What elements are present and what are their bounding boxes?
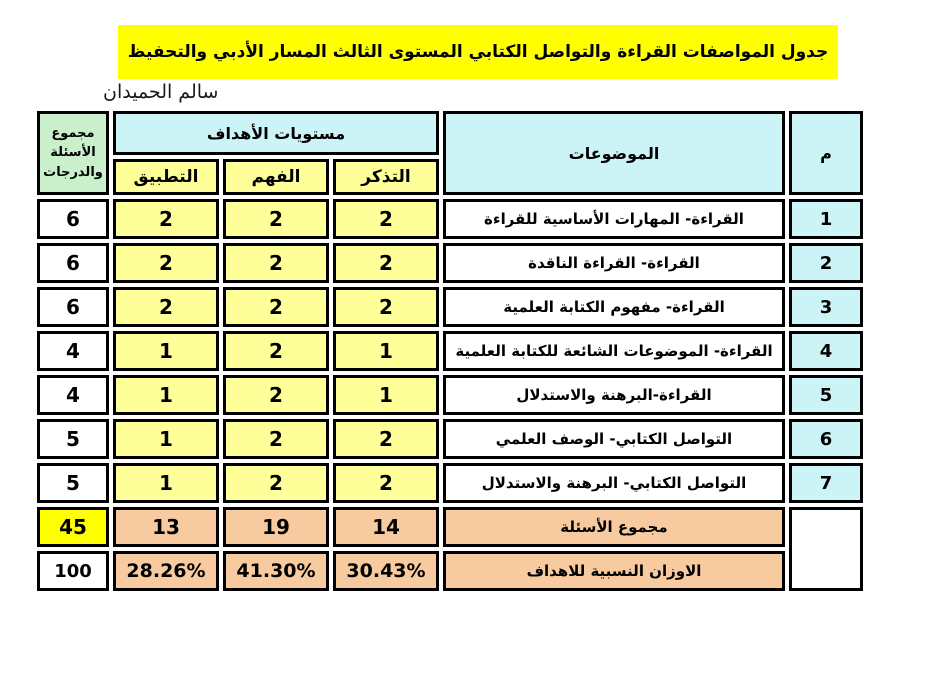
header-level-comprehension: الفهم (223, 159, 329, 195)
weights-total: 100 (37, 551, 109, 591)
page-title: جدول المواصفات القراءة والتواصل الكتابي المستوى الثالث المسار الأدبي والتحفيظ (127, 42, 829, 62)
row-topic: القراءة-البرهنة والاستدلال (443, 375, 785, 415)
totals-recall-value: 14 (333, 507, 439, 547)
row-topic: التواصل الكتابي- الوصف العلمي (443, 419, 785, 459)
table-row (37, 375, 863, 415)
row-topic: القراءة- المهارات الأساسية للقراءة (443, 199, 785, 239)
totals-row (37, 507, 863, 547)
row-total-value: 4 (37, 375, 109, 415)
header-total-questions-grades (37, 111, 109, 195)
row-application-value: 2 (113, 199, 219, 239)
row-comprehension-value: 2 (223, 287, 329, 327)
row-comprehension-value: 2 (223, 419, 329, 459)
row-number: 6 (789, 419, 863, 459)
header-total-line1: مجموع (51, 125, 95, 141)
totals-grand-total: 45 (37, 507, 109, 547)
weights-recall-value: 30.43% (333, 551, 439, 591)
table-row (37, 419, 863, 459)
row-total-value: 5 (37, 463, 109, 503)
weights-row (37, 551, 863, 591)
footer-num-cell (789, 507, 863, 591)
row-application-value: 2 (113, 243, 219, 283)
totals-label: مجموع الأسئلة (443, 507, 785, 547)
row-comprehension-value: 2 (223, 331, 329, 371)
weights-label: الاوزان النسبية للاهداف (443, 551, 785, 591)
header-topics: الموضوعات (443, 111, 785, 195)
row-comprehension-value: 2 (223, 199, 329, 239)
row-number: 4 (789, 331, 863, 371)
row-topic: القراءة- مفهوم الكتابة العلمية (443, 287, 785, 327)
row-recall-value: 1 (333, 375, 439, 415)
row-comprehension-value: 2 (223, 243, 329, 283)
row-number: 2 (789, 243, 863, 283)
specification-table (33, 107, 867, 595)
weights-application-value: 28.26% (113, 551, 219, 591)
row-recall-value: 2 (333, 419, 439, 459)
header-num: م (789, 111, 863, 195)
row-application-value: 2 (113, 287, 219, 327)
row-comprehension-value: 2 (223, 375, 329, 415)
header-row (37, 111, 863, 155)
row-number: 1 (789, 199, 863, 239)
row-comprehension-value: 2 (223, 463, 329, 503)
header-total-line3: والدرجات (43, 164, 103, 180)
row-total-value: 6 (37, 287, 109, 327)
row-topic: التواصل الكتابي- البرهنة والاستدلال (443, 463, 785, 503)
header-total-line2: الأسئلة (50, 145, 96, 161)
row-recall-value: 2 (333, 463, 439, 503)
totals-application-value: 13 (113, 507, 219, 547)
row-total-value: 5 (37, 419, 109, 459)
row-total-value: 6 (37, 199, 109, 239)
table-row (37, 199, 863, 239)
row-number: 3 (789, 287, 863, 327)
row-topic: القراءة- القراءة الناقدة (443, 243, 785, 283)
table-row (37, 243, 863, 283)
table-row (37, 287, 863, 327)
header-level-recall: التذكر (333, 159, 439, 195)
row-recall-value: 2 (333, 287, 439, 327)
row-application-value: 1 (113, 463, 219, 503)
row-total-value: 6 (37, 243, 109, 283)
weights-comprehension-value: 41.30% (223, 551, 329, 591)
row-recall-value: 2 (333, 243, 439, 283)
row-application-value: 1 (113, 375, 219, 415)
header-level-application: التطبيق (113, 159, 219, 195)
row-application-value: 1 (113, 331, 219, 371)
row-recall-value: 2 (333, 199, 439, 239)
row-topic: القراءة- الموضوعات الشائعة للكتابة العلمية (443, 331, 785, 371)
row-recall-value: 1 (333, 331, 439, 371)
row-number: 5 (789, 375, 863, 415)
table-row (37, 463, 863, 503)
row-number: 7 (789, 463, 863, 503)
header-levels-group: مستويات الأهداف (113, 111, 439, 155)
row-total-value: 4 (37, 331, 109, 371)
row-application-value: 1 (113, 419, 219, 459)
title-banner (118, 25, 838, 79)
totals-comprehension-value: 19 (223, 507, 329, 547)
author-name: سالم الحميدان (103, 81, 219, 103)
table-row (37, 331, 863, 371)
